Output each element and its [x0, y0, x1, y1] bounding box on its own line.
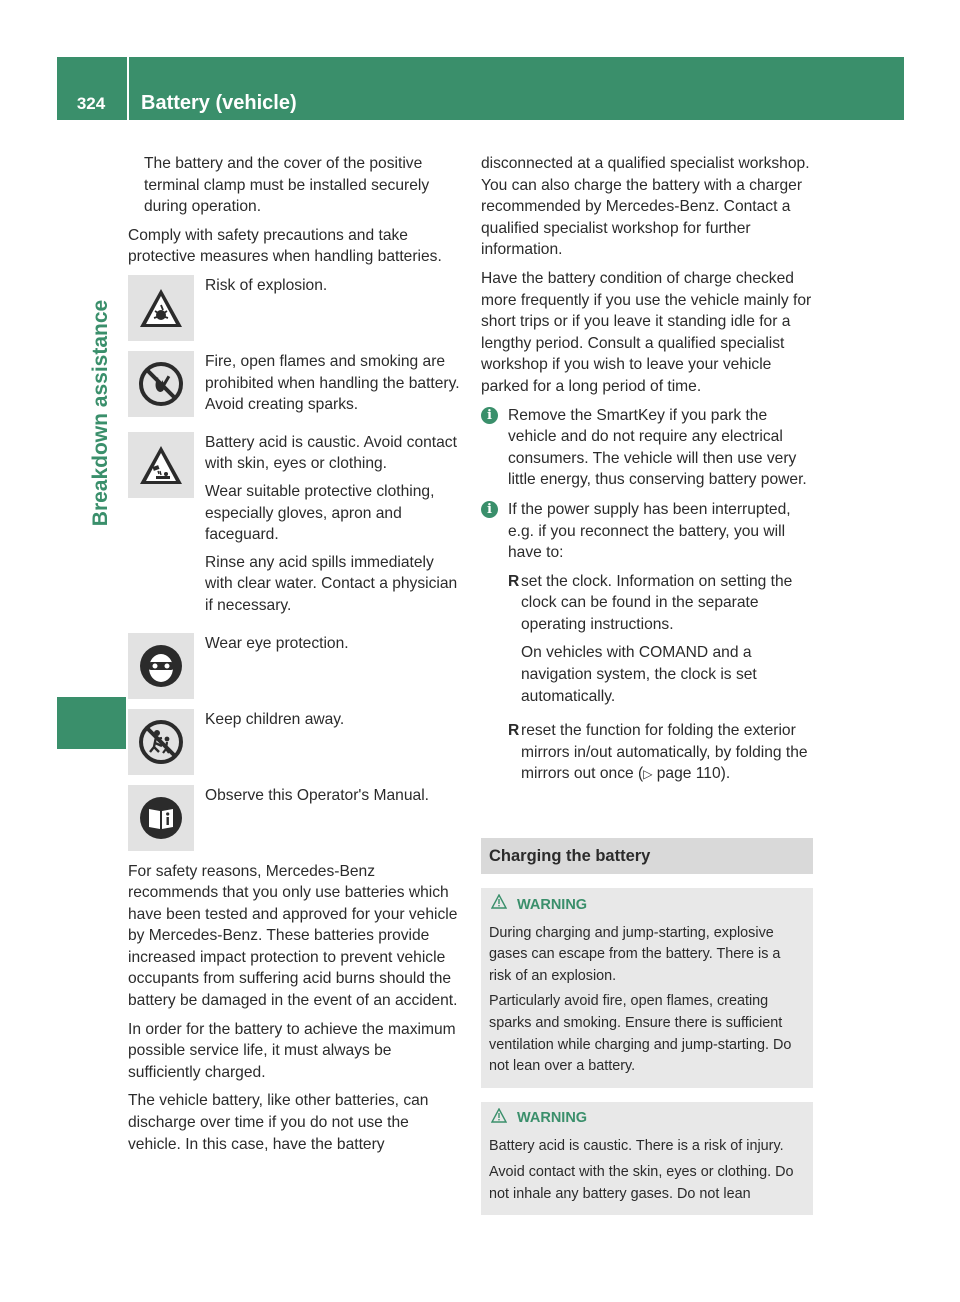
warning-text: Avoid contact with the skin, eyes or clothing. Do not inhale any battery gases. Do not lean [489, 1163, 794, 1202]
info-icon: i [481, 407, 498, 424]
info-icon: i [481, 501, 498, 518]
warning-label: WARNING [517, 896, 588, 913]
paragraph-service-life: In order for the battery to achieve the maximum possible service life, it must always be sufficiently charged. [128, 1020, 456, 1081]
symbol-description: Wear suitable protective clothing, especially gloves, apron and faceguard. [205, 482, 435, 544]
bullet-clock-comand: On vehicles with COMAND and a navigation system, the clock is set automatically. [521, 644, 757, 705]
header-divider [127, 57, 129, 120]
eye-protection-icon [128, 633, 194, 699]
info-note-power-supply [481, 499, 813, 792]
bullet-marker: R [508, 722, 520, 740]
warning-box [481, 1102, 813, 1215]
warning-text: During charging and jump-starting, explosive gases can escape from the battery. There is a risk of an explosion. [489, 924, 781, 984]
keep-children-away-icon [128, 709, 194, 775]
bullet-text [521, 571, 813, 715]
symbol-description: Fire, open flames and smoking are prohibited when handling the battery. Avoid creating sparks. [205, 352, 460, 414]
symbol-description: Rinse any acid spills immediately with clear water. Contact a physician if necessary. [205, 553, 458, 614]
symbol-row-corrosive [128, 432, 462, 623]
bullet-item [508, 720, 813, 786]
chapter-tab [57, 697, 126, 749]
paragraph-safety: For safety reasons, Mercedes-Benz recommends that you only use batteries which have been tested and approved for your vehicle by Mercedes-Benz. These batteries provide increased impact protection to prevent vehicle occupants from suffering acid burns should the battery be damaged in the event of an accident. [128, 862, 458, 1010]
page-number: 324 [76, 94, 106, 113]
info-note-smartkey [481, 405, 813, 491]
paragraph-installed: The battery and the cover of the positive terminal clamp must be installed securely during operation. [144, 155, 430, 216]
no-fire-icon [128, 351, 194, 417]
page-reference-link[interactable]: page 110). [652, 765, 731, 783]
manual-info-icon [128, 785, 194, 851]
right-column [481, 153, 813, 1215]
warning-text: Battery acid is caustic. There is a risk of injury. [489, 1138, 784, 1155]
bullet-clock: set the clock. Information on setting the clock can be found in the separate operating instructions. [521, 572, 793, 633]
page-title: Battery (vehicle) [141, 92, 297, 114]
warning-title [489, 894, 805, 917]
chapter-label-text: Breakdown assistance [89, 299, 112, 526]
warning-box [481, 888, 813, 1088]
corrosive-warning-icon [128, 432, 194, 498]
chapter-side-label [87, 130, 115, 695]
bullet-marker: R [508, 572, 520, 590]
symbol-text [205, 709, 462, 775]
symbol-text [205, 351, 462, 422]
symbol-row-manual [128, 785, 462, 851]
explosion-warning-icon [128, 275, 194, 341]
symbol-row-no-fire [128, 351, 462, 422]
info-text: If the power supply has been interrupted, e.g. if you reconnect the battery, you will have to: [508, 500, 791, 562]
paragraph-check: Have the battery condition of charge checked more frequently if you use the vehicle mainly for short trips or if you leave it standing idle for a lengthy period. Consult a qualified specialist workshop if you wish to leave your vehicle parked for a long period of time. [481, 269, 812, 395]
warning-triangle-icon [491, 894, 507, 917]
paragraph-comply: Comply with safety precautions and take protective measures when handling batteries. [128, 226, 442, 266]
symbol-description: Observe this Operator's Manual. [205, 786, 429, 804]
warning-title [489, 1108, 805, 1131]
symbol-text [205, 275, 462, 341]
symbol-description: Battery acid is caustic. Avoid contact with skin, eyes or clothing. [205, 433, 457, 473]
bullet-item [508, 571, 813, 715]
symbol-text [205, 785, 462, 851]
symbol-row-explosion [128, 275, 462, 341]
bullet-text [521, 720, 813, 786]
symbol-row-keep-children-away [128, 709, 462, 775]
left-column [128, 153, 462, 1162]
info-text: Remove the SmartKey if you park the vehicle and do not require any electrical consumers. The vehicle will then use very little energy, thus conserving battery power. [508, 406, 807, 489]
symbol-description: Keep children away. [205, 710, 345, 728]
symbol-row-eye-protection [128, 633, 462, 699]
warning-text: Particularly avoid fire, open flames, creating sparks and smoking. Ensure there is sufficient ventilation while charging and jump-starting. Do not lean over a battery. [489, 993, 792, 1075]
page-reference-arrow-icon: ▷ [643, 767, 653, 782]
warning-triangle-icon [491, 1108, 507, 1131]
symbol-text [205, 432, 462, 623]
symbol-description: Wear eye protection. [205, 634, 349, 652]
bullet-mirrors: reset the function for folding the exterior mirrors in/out automatically, by folding the mirrors out once ( [521, 722, 808, 783]
info-body [508, 499, 813, 792]
warning-label: WARNING [517, 1110, 588, 1127]
section-heading: Charging the battery [481, 838, 813, 874]
paragraph-continued: disconnected at a qualified specialist workshop. You can also charge the battery with a charger recommended by Mercedes-Benz. Contact a qualified specialist workshop for further information. [481, 155, 810, 259]
paragraph-discharge: The vehicle battery, like other batteries, can discharge over time if you do not use the vehicle. In this case, have the battery [128, 1092, 429, 1153]
symbol-text [205, 633, 462, 699]
symbol-description: Risk of explosion. [205, 276, 328, 294]
